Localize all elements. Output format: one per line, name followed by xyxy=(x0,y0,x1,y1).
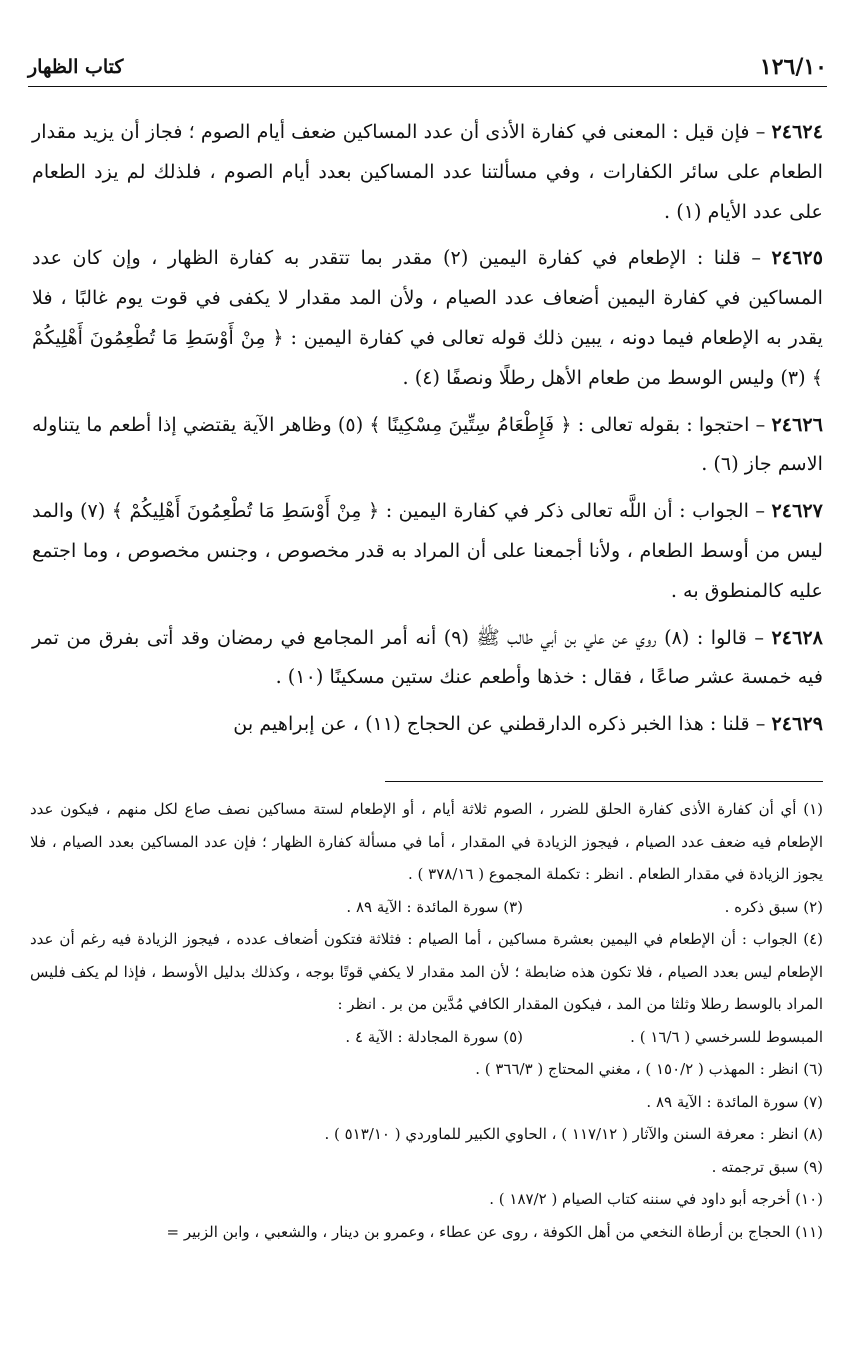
paragraph xyxy=(32,491,823,610)
paragraph-text: – قلنا : الإطعام في كفارة اليمين (٢) مقدر بما تتقدر به كفارة الظهار ، وإن كان عدد المساكين في كفارة اليمين أضعاف عدد الصيام ، ولأن المد مقدار لا يكفى في قوت يوم غالبًا ، فلا يقدر به الإطعام فيما دونه ، يبين ذلك قوله تعالى في كفارة اليمين : ﴿ مِنْ أَوْسَطِ مَا تُطْعِمُونَ أَهْلِيكُمْ ﴾ (٣) وليس الوسط من طعام الأهل رطلًا ونصفًا (٤) . xyxy=(32,246,823,389)
footnote: (٣) سورة المائدة : الآية ٨٩ . xyxy=(346,897,523,916)
footnotes xyxy=(30,793,823,1248)
page-number: ١٢٦/١٠ xyxy=(759,54,827,80)
paragraph-number: ٢٤٦٢٦ xyxy=(771,412,824,436)
footnote: (٧) سورة المائدة : الآية ٨٩ . xyxy=(646,1092,823,1111)
paragraph-number: ٢٤٦٢٨ xyxy=(771,625,823,649)
footnote: (١٠) أخرجه أبو داود في سننه كتاب الصيام ( ١٨٧/٢ ) . xyxy=(489,1190,823,1208)
paragraph-number: ٢٤٦٢٤ xyxy=(771,120,823,143)
footnote: (١) أي أن كفارة الأذى كفارة الحلق للضرر ، الصوم ثلاثة أيام ، أو الإطعام لستة مساكين نصف صاع لكل منهم ، فيكون عدد الإطعام فيه ضعف عدد الصيام ، فيجوز الزيادة في المقدار ، أما في مسألة كفارة الظهار ؛ فإن عدد المساكين بعدد الصيام ، فلا يجوز الزيادة في مقدار الطعام . انظر : تكملة المجموع ( ٣٧٨/١٦ ) . xyxy=(30,800,823,883)
paragraph-number: ٢٤٦٢٧ xyxy=(771,499,823,523)
paragraph-text: – قلنا : هذا الخبر ذكره الدارقطني عن الحجاج (١١) ، عن إبراهيم بن xyxy=(233,712,772,736)
footnote: (٥) سورة المجادلة : الآية ٤ . xyxy=(345,1027,523,1046)
main-text xyxy=(32,112,823,751)
paragraph-text: – فإن قيل : المعنى في كفارة الأذى أن عدد المساكين ضعف أيام الصوم ؛ فجاز أن يزيد مقدار الطعام على سائر الكفارات ، وفي مسألتنا عدد المساكين بعدد أيام الصوم ، فلذلك لم يزد الطعام على عدد الأيام (١) . xyxy=(32,120,823,223)
footnote: (٢) سبق ذكره . xyxy=(724,897,823,916)
footnote: (٦) انظر : المهذب ( ١٥٠/٢ ) ، مغني المحتاج ( ٣٦٦/٣ ) . xyxy=(475,1060,823,1078)
footnote: المبسوط للسرخسي ( ١٦/٦ ) . xyxy=(630,1027,823,1046)
running-header xyxy=(28,50,827,87)
footnote-row xyxy=(30,1021,823,1054)
paragraph xyxy=(32,238,823,397)
paragraph xyxy=(32,405,823,485)
footnote: (١١) الحجاج بن أرطاة النخعي من أهل الكوفة ، روى عن عطاء ، وعمرو بن دينار ، والشعبي ، وابن الزبير = xyxy=(166,1222,823,1241)
paragraph-number: ٢٤٦٢٩ xyxy=(771,712,823,736)
paragraph xyxy=(32,112,823,231)
paragraph-text: – احتجوا : بقوله تعالى : ﴿ فَإِطْعَامُ سِتِّينَ مِسْكِينًا ﴾ (٥) وظاهر الآية يقتضي إذا أطعم ما يتناوله الاسم جاز (٦) . xyxy=(32,412,823,476)
footnote: (٩) سبق ترجمته . xyxy=(711,1157,823,1176)
footnote: (٤) الجواب : أن الإطعام في اليمين بعشرة مساكين ، أما الصيام : فثلاثة فتكون أضعاف عدده ، فيجوز الزيادة فيه رغم أن عدد الإطعام ليس بعدد الصيام ، فلا تكون هذه ضابطة ؛ لأن المد مقدار لا يكفي قوتًا بوجه ، وكذلك بدليل الأوسط ، فإذا لم يكف فليس المراد بالوسط رطلا وثلثا من المد ، فيكون المقدار الكافي مُدَّين من بر . انظر : xyxy=(30,930,823,1013)
paragraph-number: ٢٤٦٢٥ xyxy=(771,246,823,270)
paragraph-text: – قالوا : (٨) روي عن علي بن أبي طالب ﷺ (٩) أنه أمر المجامع في رمضان وقد أتى بفرق من تمر فيه خمسة عشر صاعًا ، فقال : خذها وأطعم عنك ستين مسكينًا (١٠) . xyxy=(32,625,823,689)
paragraph xyxy=(32,618,823,698)
paragraph-text: – الجواب : أن اللَّه تعالى ذكر في كفارة اليمين : ﴿ مِنْ أَوْسَطِ مَا تُطْعِمُونَ أَهْلِيكُمْ ﴾ (٧) والمد ليس من أوسط الطعام ، ولأنا أجمعنا على أن المراد به قدر مخصوص ، وجنس مخصوص ، وما اجتمع عليه كالمنطوق به . xyxy=(32,499,823,602)
footnote-row xyxy=(30,891,823,924)
footnote: (٨) انظر : معرفة السنن والآثار ( ١١٧/١٢ ) ، الحاوي الكبير للماوردي ( ٥١٣/١٠ ) . xyxy=(324,1125,823,1143)
footnote-divider xyxy=(385,781,823,782)
paragraph xyxy=(32,704,823,744)
book-title: كتاب الظهار xyxy=(28,56,124,78)
